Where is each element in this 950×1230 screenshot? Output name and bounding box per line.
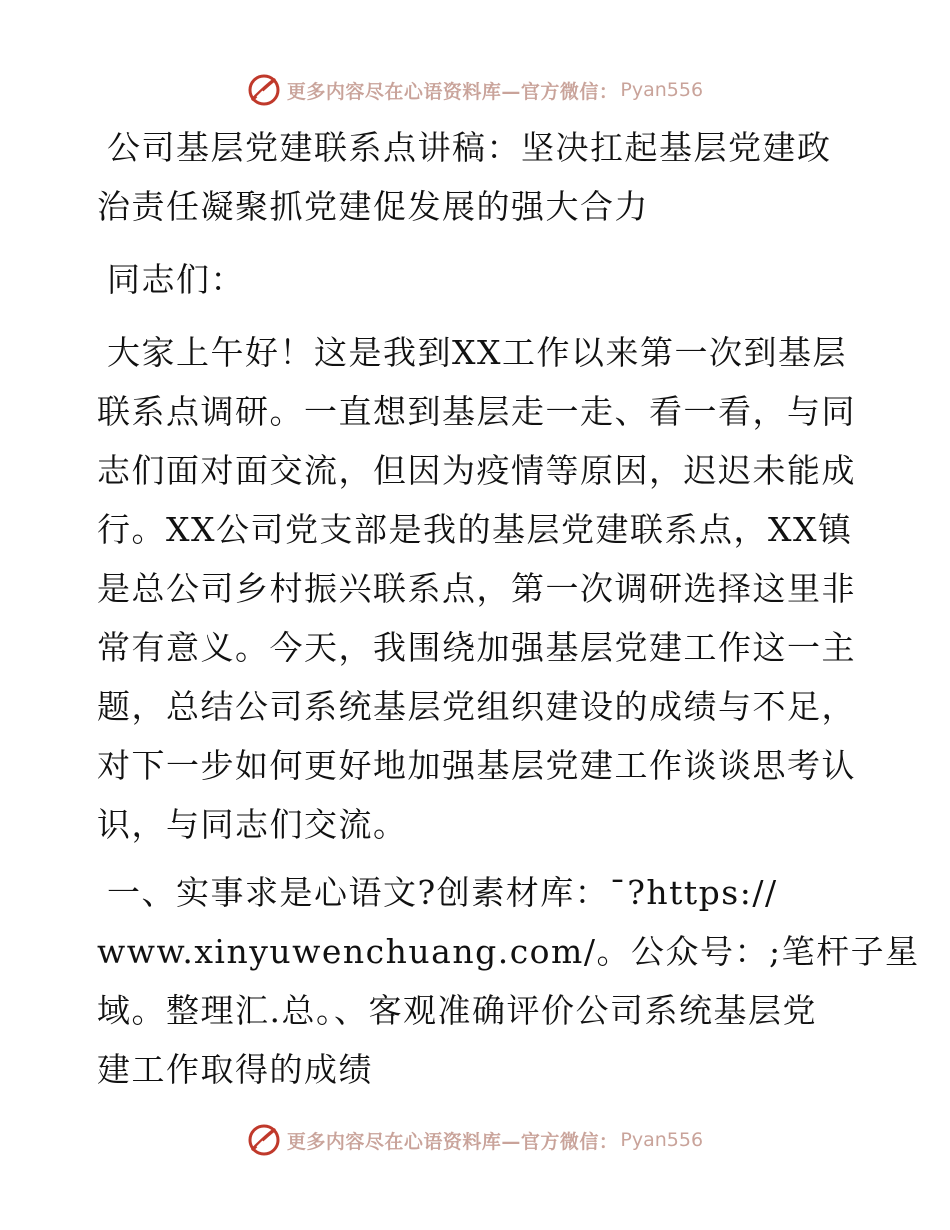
paragraph-line: 大家上午好！这是我到XX工作以来第一次到基层 (107, 333, 847, 372)
section-heading-line: 建工作取得的成绩 (97, 1050, 373, 1089)
watermark-banner-top (0, 70, 950, 110)
paragraph-line: 是总公司乡村振兴联系点，第一次调研选择这里非 (97, 569, 856, 608)
section-heading-line: 域。整理汇.总。、客观准确评价公司系统基层党 (97, 991, 817, 1030)
watermark-wechat-id: Pyan556 (620, 79, 704, 101)
paragraph-line: 联系点调研。一直想到基层走一走、看一看，与同 (97, 392, 856, 431)
watermark-text: 更多内容尽在心语资料库—官方微信： (286, 80, 619, 103)
paragraph-line: 行。XX公司党支部是我的基层党建联系点，XX镇 (97, 510, 853, 549)
paragraph-line: 志们面对面交流，但因为疫情等原因，迟迟未能成 (97, 451, 856, 490)
watermark-wechat-id: Pyan556 (620, 1129, 704, 1151)
section-heading-line: 一、实事求是心语文?创素材库：¯?https:// (107, 873, 778, 912)
watermark-text: 更多内容尽在心语资料库—官方微信： (286, 1130, 619, 1153)
title-line-2: 治责任凝聚抓党建促发展的强大合力 (97, 187, 649, 226)
watermark-banner-bottom (0, 1120, 950, 1160)
section-heading-line: www.xinyuwenchuang.com/。公众号：;笔杆子星 (97, 932, 920, 971)
salutation: 同志们： (107, 260, 245, 299)
pen-logo-icon (247, 73, 281, 107)
paragraph-line: 识，与同志们交流。 (97, 805, 408, 844)
paragraph-line: 常有意义。今天，我围绕加强基层党建工作这一主 (97, 628, 856, 667)
paragraph-line: 题，总结公司系统基层党组织建设的成绩与不足， (97, 687, 856, 726)
paragraph-line: 对下一步如何更好地加强基层党建工作谈谈思考认 (97, 746, 856, 785)
title-line-1: 公司基层党建联系点讲稿：坚决扛起基层党建政 (107, 128, 832, 167)
pen-logo-icon (247, 1123, 281, 1157)
